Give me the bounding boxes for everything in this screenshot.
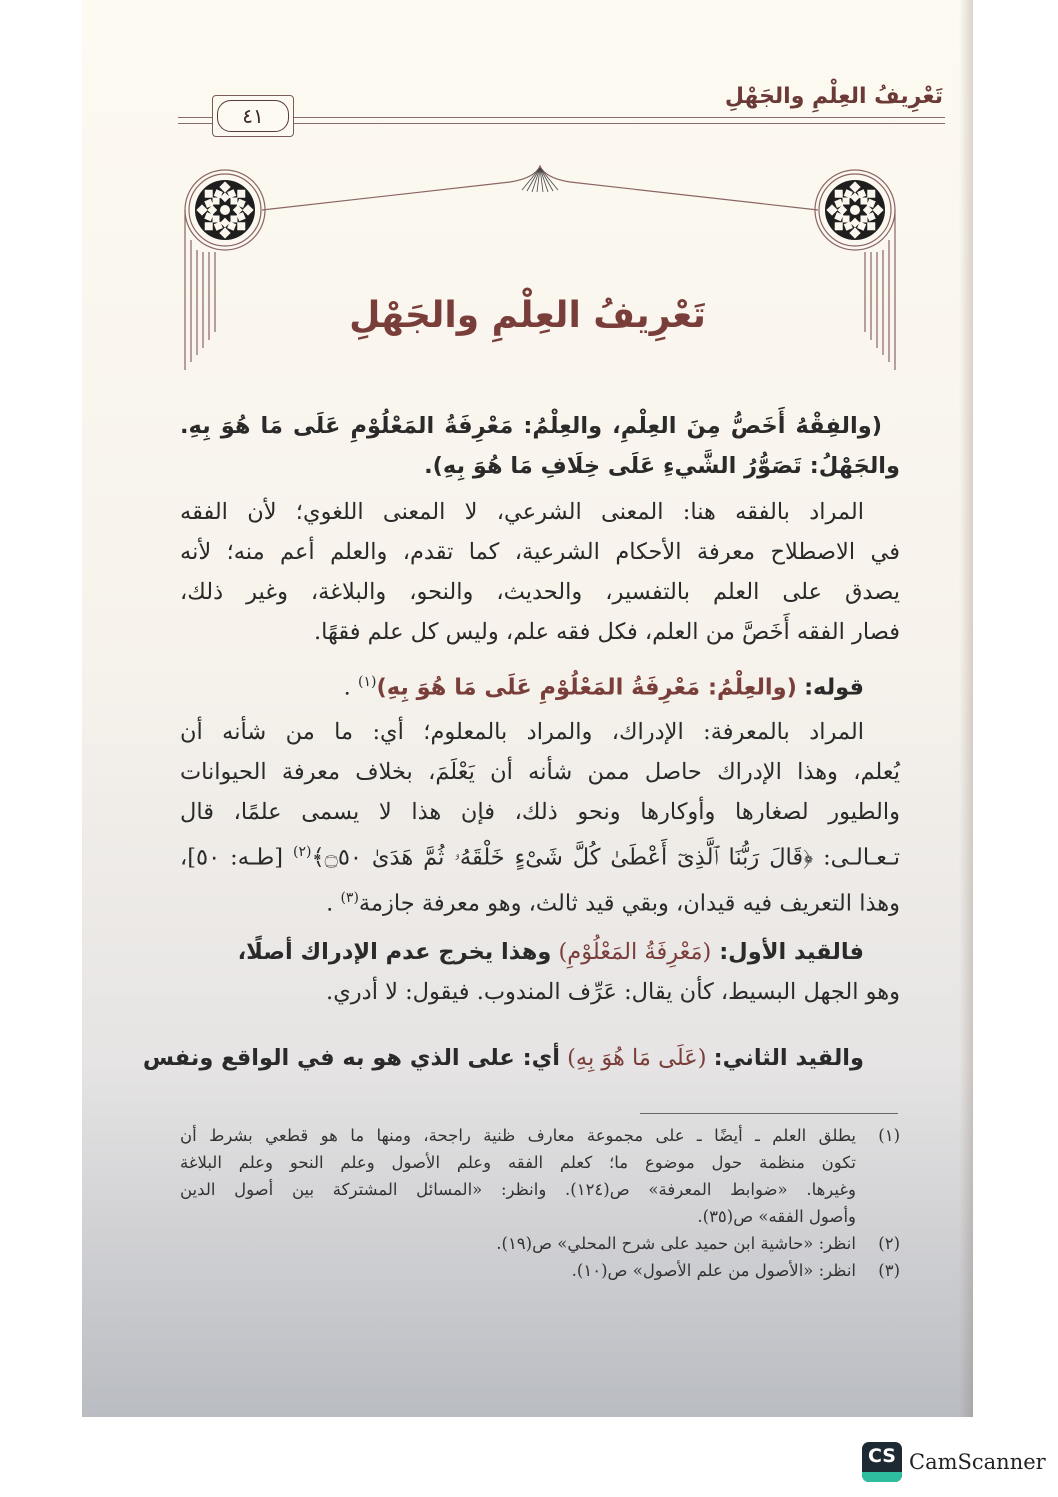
camscanner-name: CamScanner: [909, 1450, 1046, 1474]
running-title: تَعْرِيفُ العِلْمِ والجَهْلِ: [724, 84, 943, 109]
verse-intro: تـعـالـى:: [823, 844, 900, 871]
page-number-frame: [212, 95, 294, 137]
qawluh-label: قوله:: [804, 674, 864, 701]
qayd-first-quote: (مَعْرِفَةُ المَعْلُوْمِ): [558, 939, 712, 965]
footnote-line: تكون منظمة حول موضوع ما؛ كعلم الفقه وعلم الأصول وعلم النحو وعلم البلاغة: [180, 1153, 856, 1172]
qayd-first: [180, 932, 900, 1012]
footnote-line: انظر: «الأصول من علم الأصول» ص(١٠).: [571, 1261, 856, 1280]
qayd-second: [142, 1038, 900, 1078]
page-number: ٤١: [217, 100, 289, 132]
quran-verse: ﴿قَالَ رَبُّنَا ٱلَّذِىٓ أَعْطَىٰ كُلَّ شَىْءٍ خَلْقَهُۥ ثُمَّ هَدَىٰ ۝٥٠﴾: [311, 844, 814, 871]
center-fan: [522, 168, 558, 192]
left-rosette-icon: [195, 180, 255, 240]
swag-line: [262, 166, 818, 210]
chapter-ornament: [180, 140, 900, 380]
qawluh-line: [180, 662, 900, 708]
period: .: [326, 890, 334, 916]
verse-line: [180, 832, 900, 878]
footnote-number: (٣): [878, 1261, 900, 1280]
header-rule: [208, 117, 945, 124]
text-line: والطيور لصغارها وأوكارها ونحو ذلك، فإن هذا لا يسمى علمًا، قال: [180, 799, 900, 825]
text-line: في الاصطلاح معرفة الأحكام الشرعية، كما تقدم، والعلم أعم منه؛ لأنه: [180, 539, 900, 565]
text-line: وهو الجهل البسيط، كأن يقال: عَرِّف المندوب. فيقول: لا أدري.: [326, 979, 900, 1005]
chapter-title: تَعْرِيفُ العِلْمِ والجَهْلِ: [349, 295, 706, 336]
camscanner-watermark: [862, 1442, 1046, 1482]
text-line: المراد بالمعرفة: الإدراك، والمراد بالمعلوم؛ أي: ما من شأنه أن: [180, 719, 864, 745]
paragraph-marifa: [180, 712, 900, 923]
text-line: فصار الفقه أَخَصَّ من العلم، فكل فقه علم، وليس كل علم فقهًا.: [314, 619, 900, 645]
header-rule-left: [178, 117, 212, 124]
footnote-line: يطلق العلم ـ أيضًا ـ على مجموعة معارف ظنية راجحة، ومنها ما هو قطعي بشرط أن: [180, 1126, 856, 1145]
footnote-ref-2[interactable]: (٢): [292, 844, 312, 860]
matn-line: والجَهْلُ: تَصَوُّرُ الشَّيءِ عَلَى خِلَافِ مَا هُوَ بِهِ).: [424, 453, 900, 479]
text-line: المراد بالفقه هنا: المعنى الشرعي، لا المعنى اللغوي؛ لأن الفقه: [180, 499, 864, 525]
text-span: وهذا التعريف فيه قيدان، وبقي قيد ثالث، وهو معرفة جازمة: [358, 890, 900, 916]
footnote-1: [180, 1122, 900, 1230]
footnote-separator: [640, 1113, 898, 1114]
footnote-line: وأصول الفقه» ص(٣٥).: [697, 1207, 856, 1226]
footnote-2: [180, 1230, 900, 1257]
qayd-second-label: والقيد الثاني:: [713, 1045, 864, 1071]
text-line: [180, 878, 900, 924]
qayd-second-rest: أي: على الذي هو به في الواقع ونفس: [142, 1045, 560, 1071]
camscanner-logo-icon: CS: [862, 1442, 902, 1482]
footnote-3: [180, 1257, 900, 1284]
paragraph-fiqh: [180, 492, 900, 652]
right-rosette-icon: [825, 180, 885, 240]
footnote-number: (١): [878, 1126, 900, 1145]
qawluh-period: .: [343, 674, 351, 701]
footnotes: [180, 1122, 900, 1284]
qawluh-quote: (والعِلْمُ: مَعْرِفَةُ المَعْلُوْمِ عَلَى مَا هُوَ بِهِ): [376, 674, 797, 701]
footnote-ref-1[interactable]: (١): [357, 674, 377, 690]
qayd-first-label: [711, 939, 864, 965]
qayd-first-rest: وهذا يخرج عدم الإدراك أصلًا،: [237, 939, 552, 965]
footnote-line: وغيرها. «ضوابط المعرفة» ص(١٢٤). وانظر: «المسائل المشتركة بين أصول الدين: [180, 1180, 856, 1199]
text-line: يُعلم، وهذا الإدراك حاصل ممن شأنه أن يَعْلَمَ، بخلاف معرفة الحيوانات: [180, 759, 900, 785]
footnote-line: انظر: «حاشية ابن حميد على شرح المحلي» ص(١٩).: [496, 1234, 856, 1253]
qayd-second-quote: (عَلَى مَا هُوَ بِهِ): [567, 1045, 707, 1071]
book-page: [82, 0, 973, 1417]
qayd-first-label-text: فالقيد الأول:: [719, 939, 864, 965]
matn-block: [180, 406, 900, 486]
footnote-ref-3[interactable]: (٣): [340, 889, 359, 906]
verse-citation: [طـه: ٥٠]،: [180, 844, 284, 871]
text-line: يصدق على العلم بالتفسير، والحديث، والنحو، والبلاغة، وغير ذلك،: [180, 579, 900, 605]
footnote-number: (٢): [878, 1234, 900, 1253]
matn-line: (والفِقْهُ أَخَصُّ مِنَ العِلْمِ، والعِلْمُ: مَعْرِفَةُ المَعْلُوْمِ عَلَى مَا هُوَ بِهِ.: [180, 413, 882, 439]
